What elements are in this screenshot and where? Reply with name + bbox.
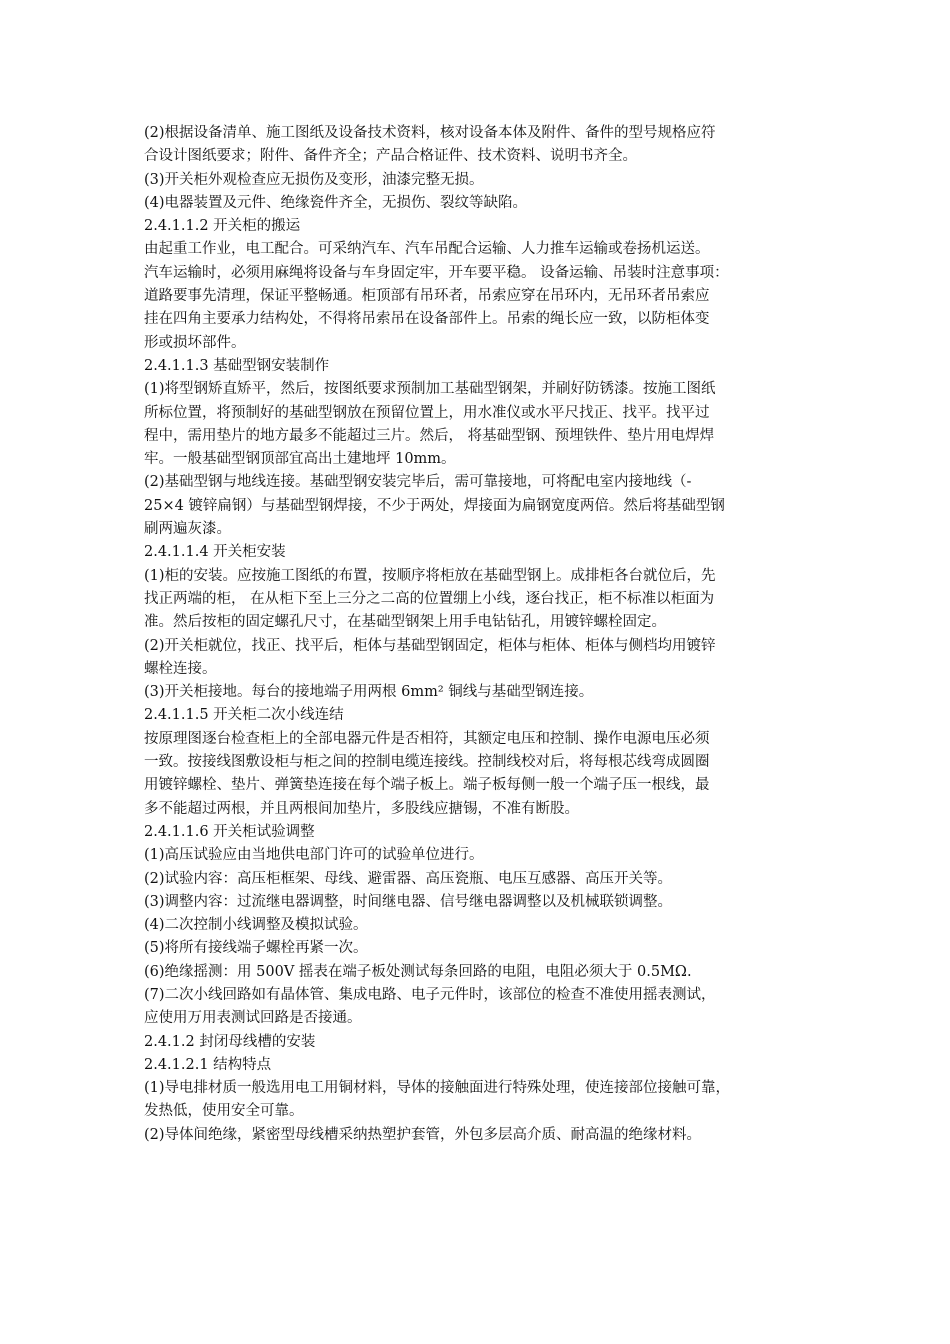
text-line: 挂在四角主要承力结构处，不得将吊索吊在设备部件上。吊索的绳长应一致，以防柜体变 [144, 311, 710, 328]
text-line: 由起重工作业，电工配合。可采纳汽车、汽车吊配合运输、人力推车运输或卷扬机运送。 [144, 241, 710, 258]
text-line: (1)高压试验应由当地供电部门许可的试验单位进行。 [144, 847, 484, 864]
section-heading: 2.4.1.2.1 结构特点 [144, 1056, 272, 1073]
text-line: (1)将型钢矫直矫平，然后，按图纸要求预制加工基础型钢架，并刷好防锈漆。按施工图纸 [144, 381, 716, 398]
text-line: 刷两遍灰漆。 [144, 521, 231, 538]
section-heading: 2.4.1.1.5 开关柜二次小线连结 [144, 707, 344, 724]
text-line: 25×4 镀锌扁钢）与基础型钢焊接，不少于两处，焊接面为扁钢宽度两倍。然后将基础型钢 [144, 497, 725, 514]
section-heading: 2.4.1.1.4 开关柜安装 [144, 544, 286, 561]
text-line: 所标位置，将预制好的基础型钢放在预留位置上，用水准仪或水平尺找正、找平。找平过 [144, 404, 710, 421]
text-line: (5)将所有接线端子螺栓再紧一次。 [144, 940, 368, 957]
text-line: 准。然后按柜的固定螺孔尺寸，在基础型钢架上用手电钻钻孔，用镀锌螺栓固定。 [144, 614, 666, 631]
section-heading: 2.4.1.1.6 开关柜试验调整 [144, 823, 315, 840]
text-line: 应使用万用表测试回路是否接通。 [144, 1010, 362, 1027]
text-line: 螺栓连接。 [144, 660, 217, 677]
text-line: (4)二次控制小线调整及模拟试验。 [144, 917, 368, 934]
section-heading: 2.4.1.1.3 基础型钢安装制作 [144, 357, 330, 374]
text-line: 形或损坏部件。 [144, 334, 246, 351]
text-line: (4)电器装置及元件、绝缘瓷件齐全，无损伤、裂纹等缺陷。 [144, 194, 528, 211]
text-line: 一致。按接线图敷设柜与柜之间的控制电缆连接线。控制线校对后，将每根芯线弯成圆圈 [144, 754, 710, 771]
text-line: 找正两端的柜， 在从柜下至上三分之二高的位置绷上小线，逐台找正，柜不标准以柜面为 [144, 590, 715, 607]
text-line: (6)绝缘摇测：用 500V 摇表在端子板处测试每条回路的电阻，电阻必须大于 0.5MΩ. [144, 963, 692, 980]
text-line: (3)开关柜接地。每台的接地端子用两根 6mm² 铜线与基础型钢连接。 [144, 684, 594, 701]
text-line: (2)根据设备清单、施工图纸及设备技术资料，核对设备本体及附件、备件的型号规格应符 [144, 125, 716, 141]
text-line: (2)导体间绝缘，紧密型母线槽采纳热塑护套管，外包多层高介质、耐高温的绝缘材料。 [144, 1126, 702, 1143]
text-line: 合设计图纸要求；附件、备件齐全；产品合格证件、技术资料、说明书齐全。 [144, 148, 637, 165]
text-line: 汽车运输时，必须用麻绳将设备与车身固定牢，开车要平稳。 设备运输、吊装时注意事项： [144, 264, 729, 281]
section-heading: 2.4.1.2 封闭母线槽的安装 [144, 1033, 316, 1050]
text-line: 多不能超过两根，并且两根间加垫片，多股线应搪锡，不准有断股。 [144, 800, 579, 817]
text-line: 牢。一般基础型钢顶部宜高出土建地坪 10mm。 [144, 451, 456, 468]
section-heading: 2.4.1.1.2 开关柜的搬运 [144, 218, 301, 235]
text-line: (2)开关柜就位，找正、找平后，柜体与基础型钢固定，柜体与柜体、柜体与侧档均用镀锌 [144, 637, 716, 654]
text-line: 道路要事先清理，保证平整畅通。柜顶部有吊环者，吊索应穿在吊环内，无吊环者吊索应 [144, 288, 710, 305]
document-body [144, 122, 810, 1147]
text-line: (3)调整内容：过流继电器调整，时间继电器、信号继电器调整以及机械联锁调整。 [144, 893, 673, 910]
text-line: (2)基础型钢与地线连接。基础型钢安装完毕后，需可靠接地，可将配电室内接地线（- [144, 474, 692, 491]
text-line: 程中，需用垫片的地方最多不能超过三片。然后， 将基础型钢、预埋铁件、垫片用电焊焊 [144, 427, 715, 444]
text-line: (7)二次小线回路如有晶体管、集成电路、电子元件时，该部位的检查不准使用摇表测试， [144, 986, 716, 1003]
text-line: 发热低，使用安全可靠。 [144, 1103, 304, 1120]
text-line: (1)导电排材质一般选用电工用铜材料，导体的接触面进行特殊处理，使连接部位接触可靠， [144, 1080, 731, 1097]
text-line: 用镀锌螺栓、垫片、弹簧垫连接在每个端子板上。端子板每侧一般一个端子压一根线，最 [144, 777, 710, 794]
text-line: (1)柜的安装。应按施工图纸的布置，按顺序将柜放在基础型钢上。成排柜各台就位后，先 [144, 567, 716, 584]
text-line: (2)试验内容：高压柜框架、母线、避雷器、高压瓷瓶、电压互感器、高压开关等。 [144, 870, 673, 887]
text-line: 按原理图逐台检查柜上的全部电器元件是否相符，其额定电压和控制、操作电源电压必须 [144, 730, 710, 747]
text-line: (3)开关柜外观检查应无损伤及变形，油漆完整无损。 [144, 171, 484, 188]
